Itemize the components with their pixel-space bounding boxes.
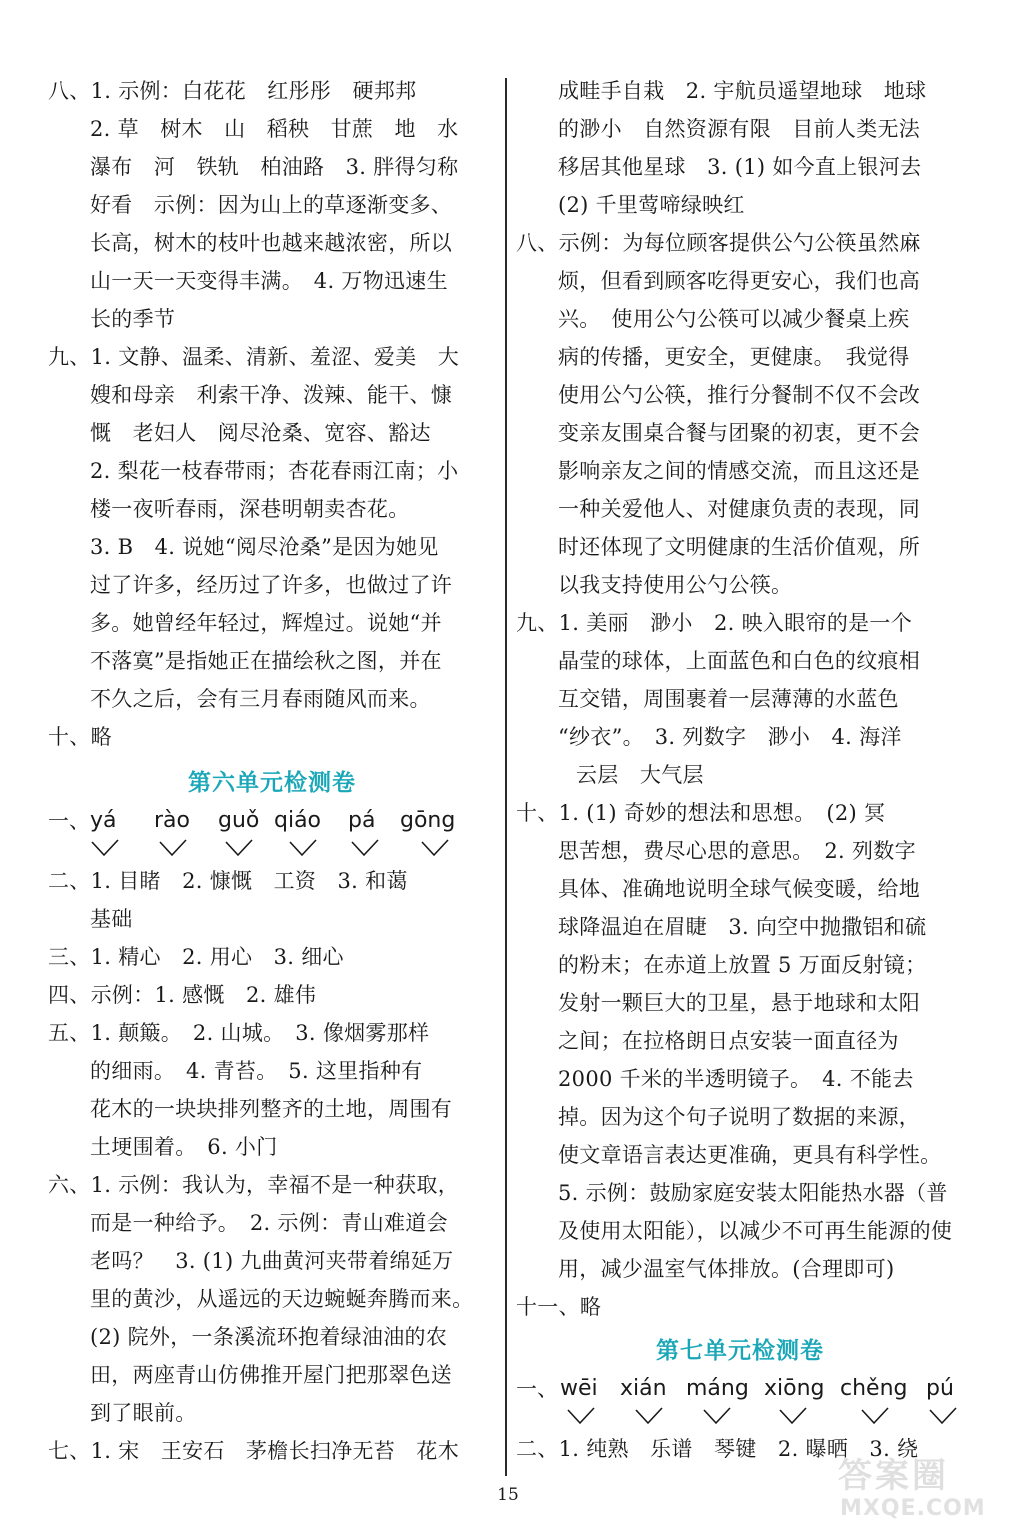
answer-line: 用，减少温室气体排放。(合理即可) xyxy=(558,1257,895,1281)
pinyin-item: pá xyxy=(348,808,376,833)
answer-line: 及使用太阳能），以减少不可再生能源的使 xyxy=(558,1219,953,1243)
answer-line: 使文章语言表达更准确，更具有科学性。 xyxy=(558,1143,942,1167)
answer-line: 到了眼前。 xyxy=(90,1401,197,1425)
answer-line: 好看 示例：因为山上的草逐渐变多、 xyxy=(90,193,453,217)
check-mark-icon xyxy=(566,1404,596,1426)
answer-line: 长的季节 xyxy=(90,307,176,331)
section-heading-unit7: 第七单元检测卷 xyxy=(656,1338,824,1364)
pinyin-item: wēi xyxy=(560,1376,598,1401)
answer-line: 云层 大气层 xyxy=(576,763,704,787)
answer-line: 十、1. (1) 奇妙的想法和思想。 (2) 冥 xyxy=(516,801,886,825)
answer-line: 八、示例：为每位顾客提供公勺公筷虽然麻 xyxy=(516,231,921,255)
answer-line: 基础 xyxy=(90,907,133,931)
column-divider xyxy=(505,78,507,1476)
answer-line: (2) 千里莺啼绿映红 xyxy=(558,193,745,217)
answer-line: 思苦想，费尽心思的意思。 2. 列数字 xyxy=(558,839,916,863)
answer-line: 具体、准确地说明全球气候变暖，给地 xyxy=(558,877,921,901)
check-mark-icon xyxy=(634,1404,664,1426)
answer-line: 七、1. 宋 王安石 茅檐长扫净无苔 花木 xyxy=(48,1439,460,1463)
answer-line: 九、1. 文静、温柔、清新、羞涩、爱美 大 xyxy=(48,345,460,369)
answer-line: 2. 梨花一枝春带雨；杏花春雨江南；小 xyxy=(90,459,459,483)
watermark-text: 答案圈 xyxy=(838,1456,949,1496)
answer-line: 使用公勺公筷，推行分餐制不仅不会改 xyxy=(558,383,921,407)
answer-line: 十、略 xyxy=(48,725,112,749)
check-mark-icon xyxy=(420,836,450,858)
answer-line: 五、1. 颠簸。 2. 山城。 3. 像烟雾那样 xyxy=(48,1021,430,1045)
answer-line: 老吗？ 3. (1) 九曲黄河夹带着绵延万 xyxy=(90,1249,454,1273)
answer-line: 十一、略 xyxy=(516,1295,602,1319)
pinyin-item: chěng xyxy=(840,1376,908,1401)
item-prefix: 一、 xyxy=(48,809,90,833)
answer-line: 的粉末；在赤道上放置 5 万面反射镜； xyxy=(558,953,927,977)
answer-line: 2. 草 树木 山 稻秧 甘蔗 地 水 xyxy=(90,117,459,141)
check-mark-icon xyxy=(778,1404,808,1426)
check-mark-icon xyxy=(702,1404,732,1426)
answer-line: 的渺小 自然资源有限 目前人类无法 xyxy=(558,117,921,141)
pinyin-item: guǒ xyxy=(218,808,260,833)
answer-line: “纱衣”。 3. 列数字 渺小 4. 海洋 xyxy=(558,725,902,749)
check-mark-icon xyxy=(288,836,318,858)
answer-line: 病的传播，更安全，更健康。 我觉得 xyxy=(558,345,910,369)
answer-line: 二、1. 目睹 2. 慷慨 工资 3. 和蔼 xyxy=(48,869,408,893)
answer-line: 影响亲友之间的情感交流，而且这还是 xyxy=(558,459,921,483)
check-mark-icon xyxy=(860,1404,890,1426)
answer-line: 不落寞”是指她正在描绘秋之图，并在 xyxy=(90,649,442,673)
answer-line: 二、1. 纯熟 乐谱 琴键 2. 曝晒 3. 绕 xyxy=(516,1437,919,1461)
answer-line: 时还体现了文明健康的生活价值观，所 xyxy=(558,535,921,559)
answer-line: 3. B 4. 说她“阅尽沧桑”是因为她见 xyxy=(90,535,439,559)
answer-line: 烦，但看到顾客吃得更安心，我们也高 xyxy=(558,269,921,293)
pinyin-item: pú xyxy=(926,1376,954,1401)
page-number: 15 xyxy=(497,1485,519,1505)
item-prefix: 一、 xyxy=(516,1377,558,1401)
answer-line: 2000 千米的半透明镜子。 4. 不能去 xyxy=(558,1067,914,1091)
answer-line: 之间；在拉格朗日点安装一面直径为 xyxy=(558,1029,899,1053)
answer-line: 土埂围着。 6. 小门 xyxy=(90,1135,278,1159)
check-mark-icon xyxy=(224,836,254,858)
pinyin-item: rào xyxy=(154,808,190,833)
watermark-url: MXQE.COM xyxy=(840,1496,986,1521)
answer-line: 5. 示例：鼓励家庭安装太阳能热水器（普 xyxy=(558,1181,948,1205)
answer-line: 移居其他星球 3. (1) 如今直上银河去 xyxy=(558,155,922,179)
pinyin-item: gōng xyxy=(400,808,456,833)
pinyin-item: yá xyxy=(90,808,117,833)
answer-line: 成畦手自栽 2. 宇航员遥望地球 地球 xyxy=(558,79,927,103)
pinyin-item: máng xyxy=(686,1376,749,1401)
pinyin-item: xián xyxy=(620,1376,667,1401)
answer-line: 掉。因为这个句子说明了数据的来源， xyxy=(558,1105,921,1129)
section-heading-unit6: 第六单元检测卷 xyxy=(188,770,356,796)
watermark-logo xyxy=(832,1446,1002,1530)
answer-line: 田，两座青山仿佛推开屋门把那翠色送 xyxy=(90,1363,453,1387)
answer-line: 九、1. 美丽 渺小 2. 映入眼帘的是一个 xyxy=(516,611,913,635)
answer-line: 山一天一天变得丰满。 4. 万物迅速生 xyxy=(90,269,448,293)
answer-line: 楼一夜听春雨，深巷明朝卖杏花。 xyxy=(90,497,410,521)
answer-line: 花木的一块块排列整齐的土地，周围有 xyxy=(90,1097,453,1121)
check-mark-icon xyxy=(90,836,120,858)
answer-line: 一种关爱他人、对健康负责的表现，同 xyxy=(558,497,921,521)
answer-line: 以我支持使用公勺公筷。 xyxy=(558,573,793,597)
answer-line: 而是一种给予。 2. 示例：青山难道会 xyxy=(90,1211,448,1235)
answer-line: 里的黄沙，从遥远的天边蜿蜒奔腾而来。 xyxy=(90,1287,474,1311)
answer-line: 兴。 使用公勺公筷可以减少餐桌上疾 xyxy=(558,307,910,331)
answer-line: 变亲友围桌合餐与团聚的初衷，更不会 xyxy=(558,421,921,445)
answer-line: 互交错，周围裹着一层薄薄的水蓝色 xyxy=(558,687,899,711)
check-mark-icon xyxy=(350,836,380,858)
pinyin-row-unit7 xyxy=(516,1372,964,1412)
answer-line: 八、1. 示例：白花花 红彤彤 硬邦邦 xyxy=(48,79,417,103)
answer-line: 长高，树木的枝叶也越来越浓密，所以 xyxy=(90,231,453,255)
answer-line: 发射一颗巨大的卫星，悬于地球和太阳 xyxy=(558,991,921,1015)
pinyin-item: xiōng xyxy=(764,1376,825,1401)
pinyin-row-unit6 xyxy=(48,804,496,844)
answer-line: (2) 院外，一条溪流环抱着绿油油的农 xyxy=(90,1325,448,1349)
answer-line: 嫂和母亲 利索干净、泼辣、能干、慷 xyxy=(90,383,453,407)
check-mark-icon xyxy=(928,1404,958,1426)
pinyin-item: qiáo xyxy=(274,808,322,833)
answer-line: 四、示例：1. 感慨 2. 雄伟 xyxy=(48,983,317,1007)
answer-line: 过了许多，经历过了许多，也做过了许 xyxy=(90,573,453,597)
answer-line: 慨 老妇人 阅尽沧桑、宽容、豁达 xyxy=(90,421,431,445)
answer-line: 球降温迫在眉睫 3. 向空中抛撒铝和硫 xyxy=(558,915,927,939)
answer-line: 瀑布 河 铁轨 柏油路 3. 胖得匀称 xyxy=(90,155,459,179)
check-mark-icon xyxy=(158,836,188,858)
answer-line: 六、1. 示例：我认为，幸福不是一种获取， xyxy=(48,1173,460,1197)
answer-line: 三、1. 精心 2. 用心 3. 细心 xyxy=(48,945,344,969)
answer-line: 的细雨。 4. 青苔。 5. 这里指种有 xyxy=(90,1059,423,1083)
answer-line: 多。她曾经年轻过，辉煌过。说她“并 xyxy=(90,611,442,635)
answer-line: 晶莹的球体，上面蓝色和白色的纹痕相 xyxy=(558,649,921,673)
answer-line: 不久之后，会有三月春雨随风而来。 xyxy=(90,687,431,711)
